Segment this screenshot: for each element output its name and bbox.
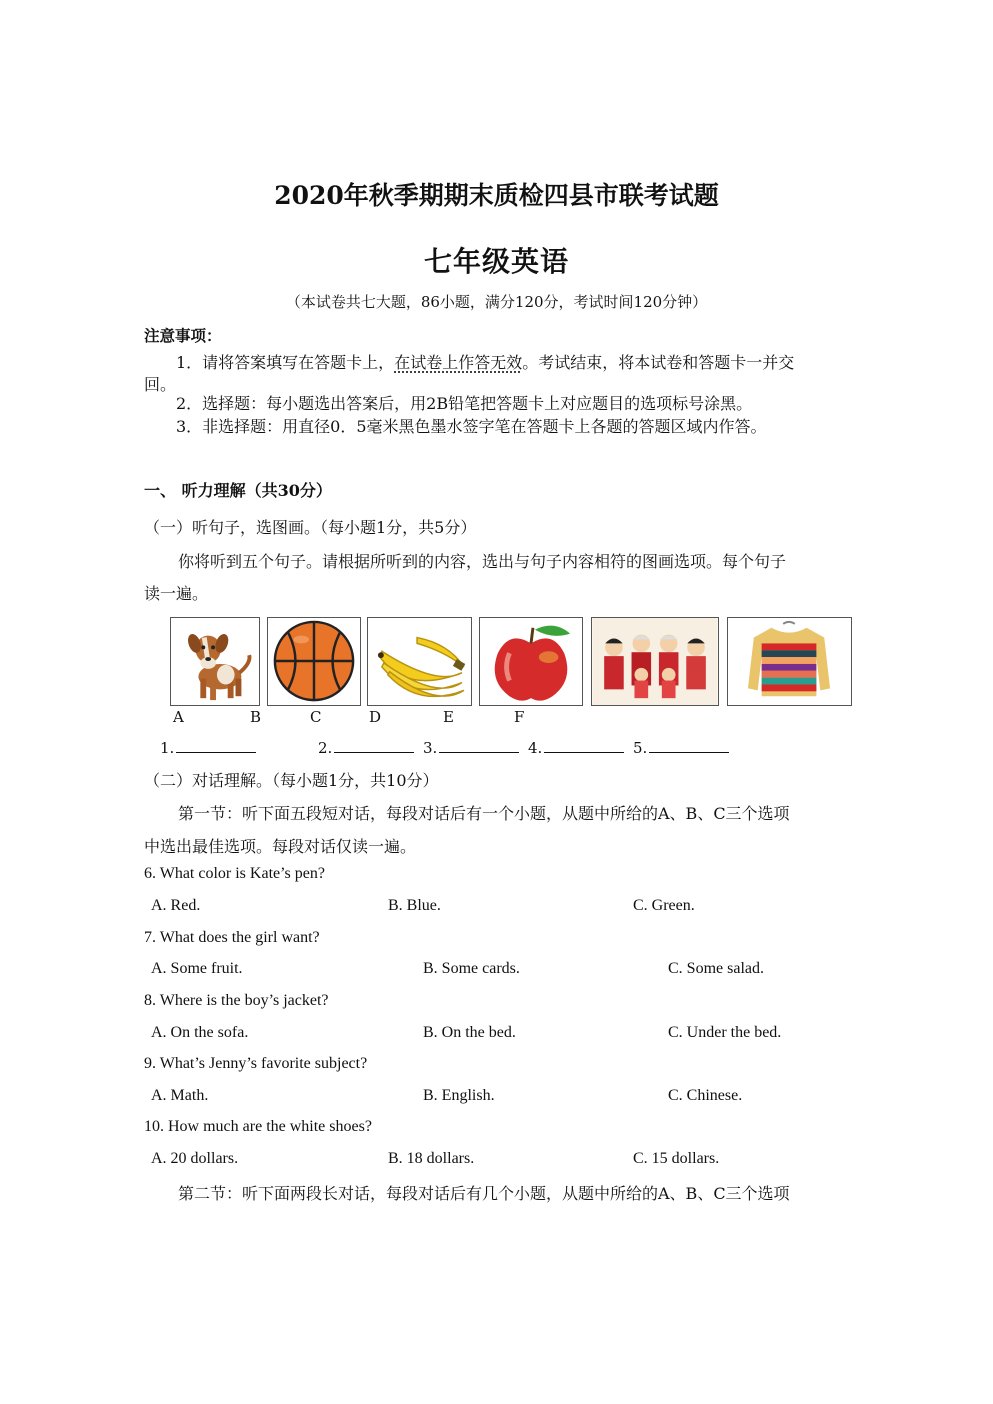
basketball-icon [268, 618, 360, 705]
notice-item-1-cont: 回。 [144, 375, 177, 394]
apple-icon [480, 618, 582, 705]
exam-title: 2020年秋季期期末质检四县市联考试题 [274, 181, 719, 210]
part-2-instruction: 第一节：听下面五段短对话，每段对话后有一个小题，从题中所给的A、B、C三个选项 [178, 804, 790, 823]
q8-option-a[interactable]: A. On the sofa. [151, 1024, 249, 1041]
picture-sweater [727, 617, 852, 706]
exam-info: （本试卷共七大题，86小题，满分120分，考试时间120分钟） [285, 293, 708, 311]
part-1-instruction-cont: 读一遍。 [144, 584, 209, 603]
answer-blank-4[interactable] [528, 738, 624, 757]
question-8: 8. Where is the boy’s jacket? [144, 992, 329, 1009]
picture-dog [170, 617, 260, 706]
picture-label-e: E [443, 708, 454, 726]
subject-title: 七年级英语 [423, 245, 569, 278]
sweater-icon [728, 618, 851, 705]
part-1-instruction: 你将听到五个句子。请根据所听到的内容，选出与句子内容相符的图画选项。每个句子 [178, 552, 787, 571]
part-2-heading: （二）对话理解。（每小题1分，共10分） [144, 771, 439, 790]
picture-basketball [267, 617, 361, 706]
part-1-heading: （一）听句子，选图画。（每小题1分，共5分） [144, 518, 477, 537]
picture-bananas [367, 617, 472, 706]
q6-option-a[interactable]: A. Red. [151, 897, 201, 914]
answer-blank-line[interactable] [176, 738, 256, 753]
question-6: 6. What color is Kate’s pen? [144, 865, 325, 882]
q10-option-a[interactable]: A. 20 dollars. [151, 1150, 239, 1167]
q9-option-b[interactable]: B. English. [423, 1087, 495, 1104]
part-2-section-2-instruction: 第二节：听下面两段长对话，每段对话后有几个小题，从题中所给的A、B、C三个选项 [178, 1184, 790, 1203]
notice-item-1 [176, 350, 794, 373]
q7-option-a[interactable]: A. Some fruit. [151, 960, 243, 977]
q7-option-b[interactable]: B. Some cards. [423, 960, 520, 977]
q6-option-b[interactable]: B. Blue. [388, 897, 441, 914]
answer-blank-number: 3. [423, 739, 438, 757]
picture-family [591, 617, 719, 706]
question-9: 9. What’s Jenny’s favorite subject? [144, 1055, 368, 1072]
q9-option-c[interactable]: C. Chinese. [668, 1087, 743, 1104]
section-1-heading: 一、 听力理解（共30分） [144, 481, 332, 500]
q9-option-a[interactable]: A. Math. [151, 1087, 209, 1104]
q8-option-c[interactable]: C. Under the bed. [668, 1024, 782, 1041]
picture-apple [479, 617, 583, 706]
notice-item-2: 2．选择题：每小题选出答案后，用2B铅笔把答题卡上对应题目的选项标号涂黑。 [176, 394, 753, 413]
q10-option-c[interactable]: C. 15 dollars. [633, 1150, 720, 1167]
answer-blank-2[interactable] [318, 738, 414, 757]
answer-blank-number: 2. [318, 739, 333, 757]
picture-label-f: F [514, 708, 525, 726]
question-7: 7. What does the girl want? [144, 929, 320, 946]
answer-blank-5[interactable] [633, 738, 729, 757]
answer-blank-number: 1. [160, 739, 175, 757]
notice-item-1-emphasis: 在试卷上作答无效 [394, 353, 523, 372]
notice-item-1-suffix: 。考试结束，将本试卷和答题卡一并交 [522, 353, 795, 372]
notice-item-1-prefix: 1．请将答案填写在答题卡上， [176, 353, 395, 372]
answer-blank-line[interactable] [649, 738, 729, 753]
picture-label-a: A [173, 708, 184, 726]
q10-option-b[interactable]: B. 18 dollars. [388, 1150, 475, 1167]
answer-blank-line[interactable] [439, 738, 519, 753]
answer-blank-number: 4. [528, 739, 543, 757]
answer-blank-number: 5. [633, 739, 648, 757]
picture-label-d: D [369, 708, 382, 726]
q6-option-c[interactable]: C. Green. [633, 897, 695, 914]
bananas-icon [368, 618, 471, 705]
notice-item-3: 3．非选择题：用直径0．5毫米黑色墨水签字笔在答题卡上各题的答题区域内作答。 [176, 417, 767, 436]
picture-label-c: C [310, 708, 322, 726]
answer-blank-line[interactable] [334, 738, 414, 753]
question-10: 10. How much are the white shoes? [144, 1118, 372, 1135]
answer-blank-3[interactable] [423, 738, 519, 757]
family-icon [592, 618, 718, 705]
q8-option-b[interactable]: B. On the bed. [423, 1024, 516, 1041]
dog-icon [171, 618, 259, 705]
q7-option-c[interactable]: C. Some salad. [668, 960, 764, 977]
picture-label-b: B [250, 708, 262, 726]
answer-blank-1[interactable] [160, 738, 256, 757]
answer-blank-line[interactable] [544, 738, 624, 753]
notice-label: 注意事项： [144, 326, 222, 345]
part-2-instruction-cont: 中选出最佳选项。每段对话仅读一遍。 [144, 837, 417, 856]
